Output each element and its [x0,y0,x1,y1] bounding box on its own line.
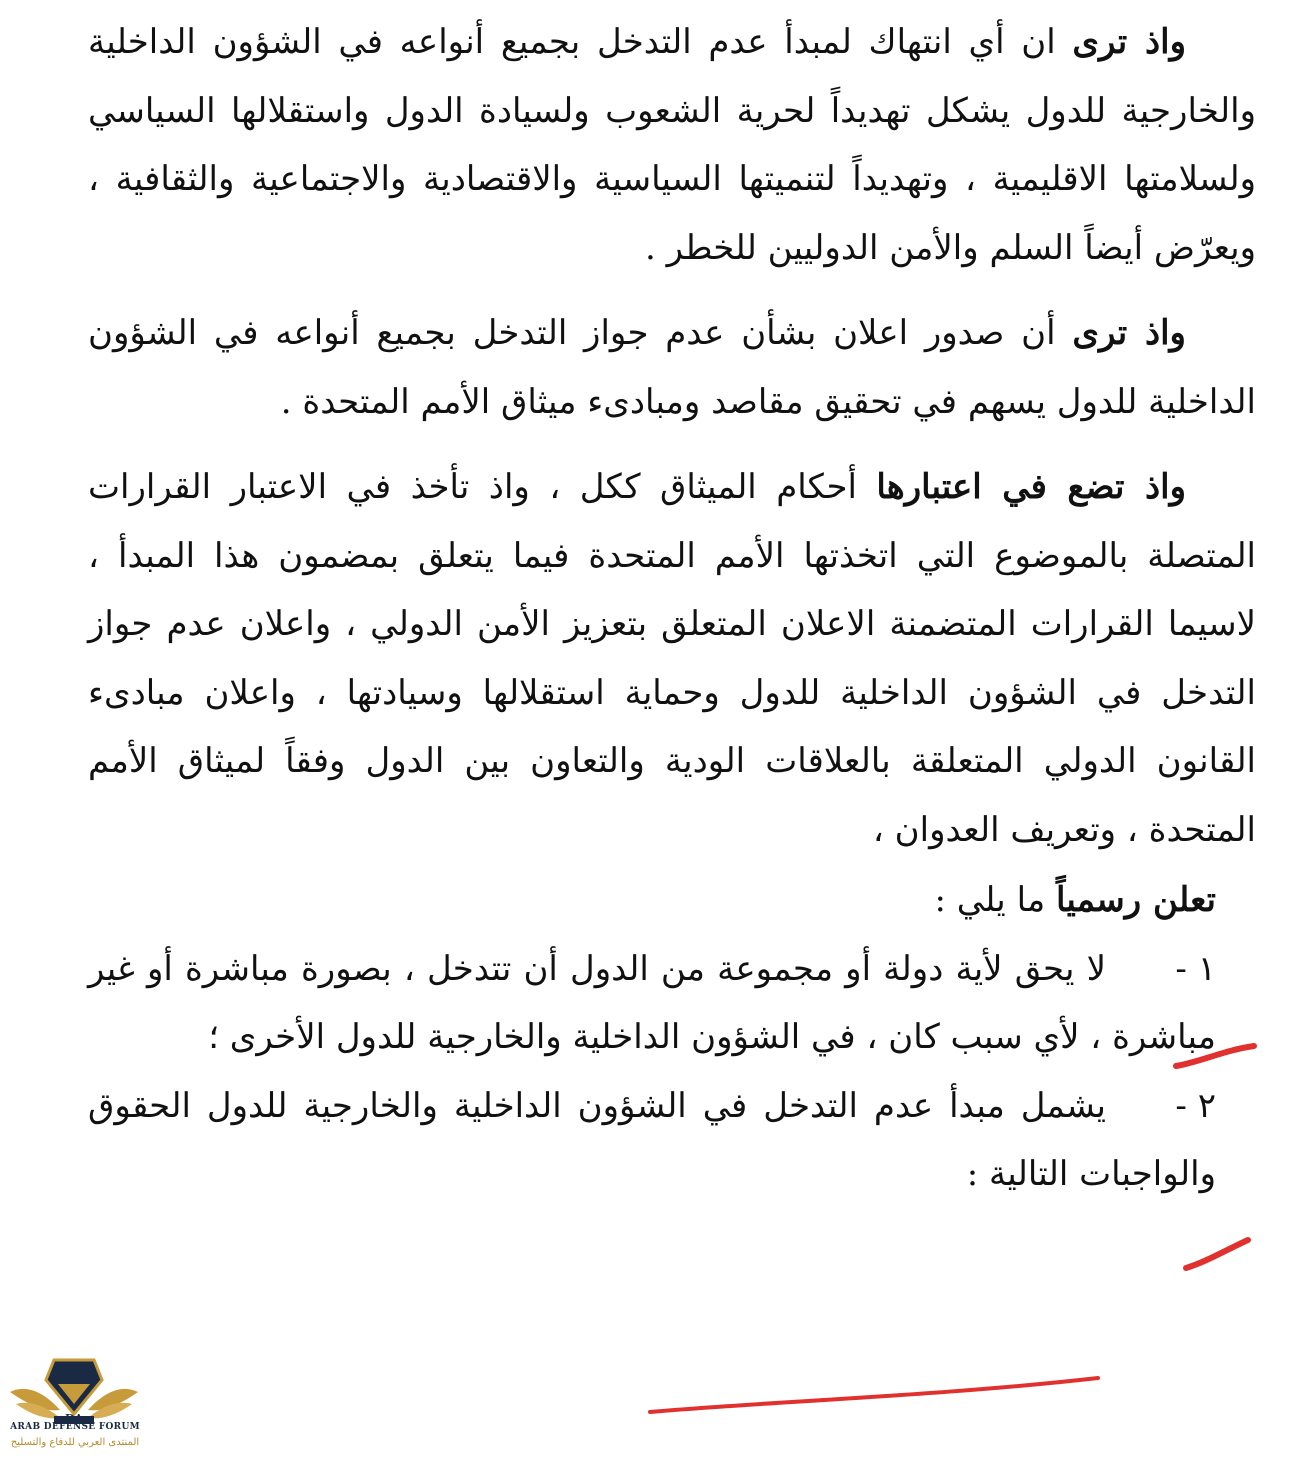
declaration-lead: تعلن رسمياً [1055,880,1216,920]
article-number [1106,1072,1216,1141]
declaration-text: ما يلي : [934,880,1046,920]
article-text: لا يحق لأية دولة أو مجموعة من الدول أن تتدخل ، بصورة مباشرة أو غير مباشرة ، لأي سبب كان ، في الشؤون الداخلية والخارجية للدول الأخرى ؛ [88,948,1216,1057]
document-body [88,8,1256,1209]
forum-logo-name-ar: المنتدى العربي للدفاع والتسليح [10,1437,140,1448]
declaration-line [88,866,1256,935]
red-underline-mark-2 [1178,1232,1258,1282]
preamble-paragraph-1 [88,8,1256,282]
preamble-lead: واذ ترى [1072,313,1186,353]
article-number [1106,935,1216,1004]
preamble-text: أحكام الميثاق ككل ، واذ تأخذ في الاعتبار القرارات المتصلة بالموضوع التي اتخذتها الأمم المتحدة فيما يتعلق بمضمون هذا المبدأ ، لاسيما القرارات المتضمنة الاعلان المتعلق بتعزيز الأمن الدولي ، واعلان عدم جواز التدخل في الشؤون الداخلية للدول وحماية استقلالها وسيادتها ، واعلان مبادىء القانون الدولي المتعلقة بالعلاقات الودية والتعاون بين الدول وفقاً لميثاق الأمم المتحدة ، وتعريف العدوان ، [88,467,1256,850]
article-number-value: ٢ [1197,1085,1216,1126]
article-number-value: ١ [1197,948,1216,989]
article-dash: - [1175,948,1187,989]
preamble-paragraph-2 [88,299,1256,436]
preamble-lead: واذ ترى [1072,22,1186,62]
forum-logo-monogram: DA [64,1412,84,1425]
preamble-lead: واذ تضع في اعتبارها [876,467,1186,507]
preamble-paragraph-3 [88,453,1256,864]
forum-logo-name-en: ARAB DEFENSE FORUM [10,1422,140,1432]
article-text: يشمل مبدأ عدم التدخل في الشؤون الداخلية والخارجية للدول الحقوق والواجبات التالية : [88,1085,1216,1194]
preamble-text: أن صدور اعلان بشأن عدم جواز التدخل بجميع أنواعه في الشؤون الداخلية للدول يسهم في تحقيق مقاصد ومبادىء ميثاق الأمم المتحدة . [88,313,1256,422]
red-underline-mark-3 [640,1372,1110,1422]
article-dash: - [1175,1085,1187,1126]
article-2 [88,1072,1256,1209]
preamble-text: ان أي انتهاك لمبدأ عدم التدخل بجميع أنواعه في الشؤون الداخلية والخارجية للدول يشكل تهديداً لحرية الشعوب ولسيادة الدول واستقلالها السياسي ولسلامتها الاقليمية ، وتهديداً لتنميتها السياسية والاقتصادية والاجتماعية والثقافية ، ويعرّض أيضاً السلم والأمن الدوليين للخطر . [88,22,1256,268]
article-1 [88,935,1256,1072]
